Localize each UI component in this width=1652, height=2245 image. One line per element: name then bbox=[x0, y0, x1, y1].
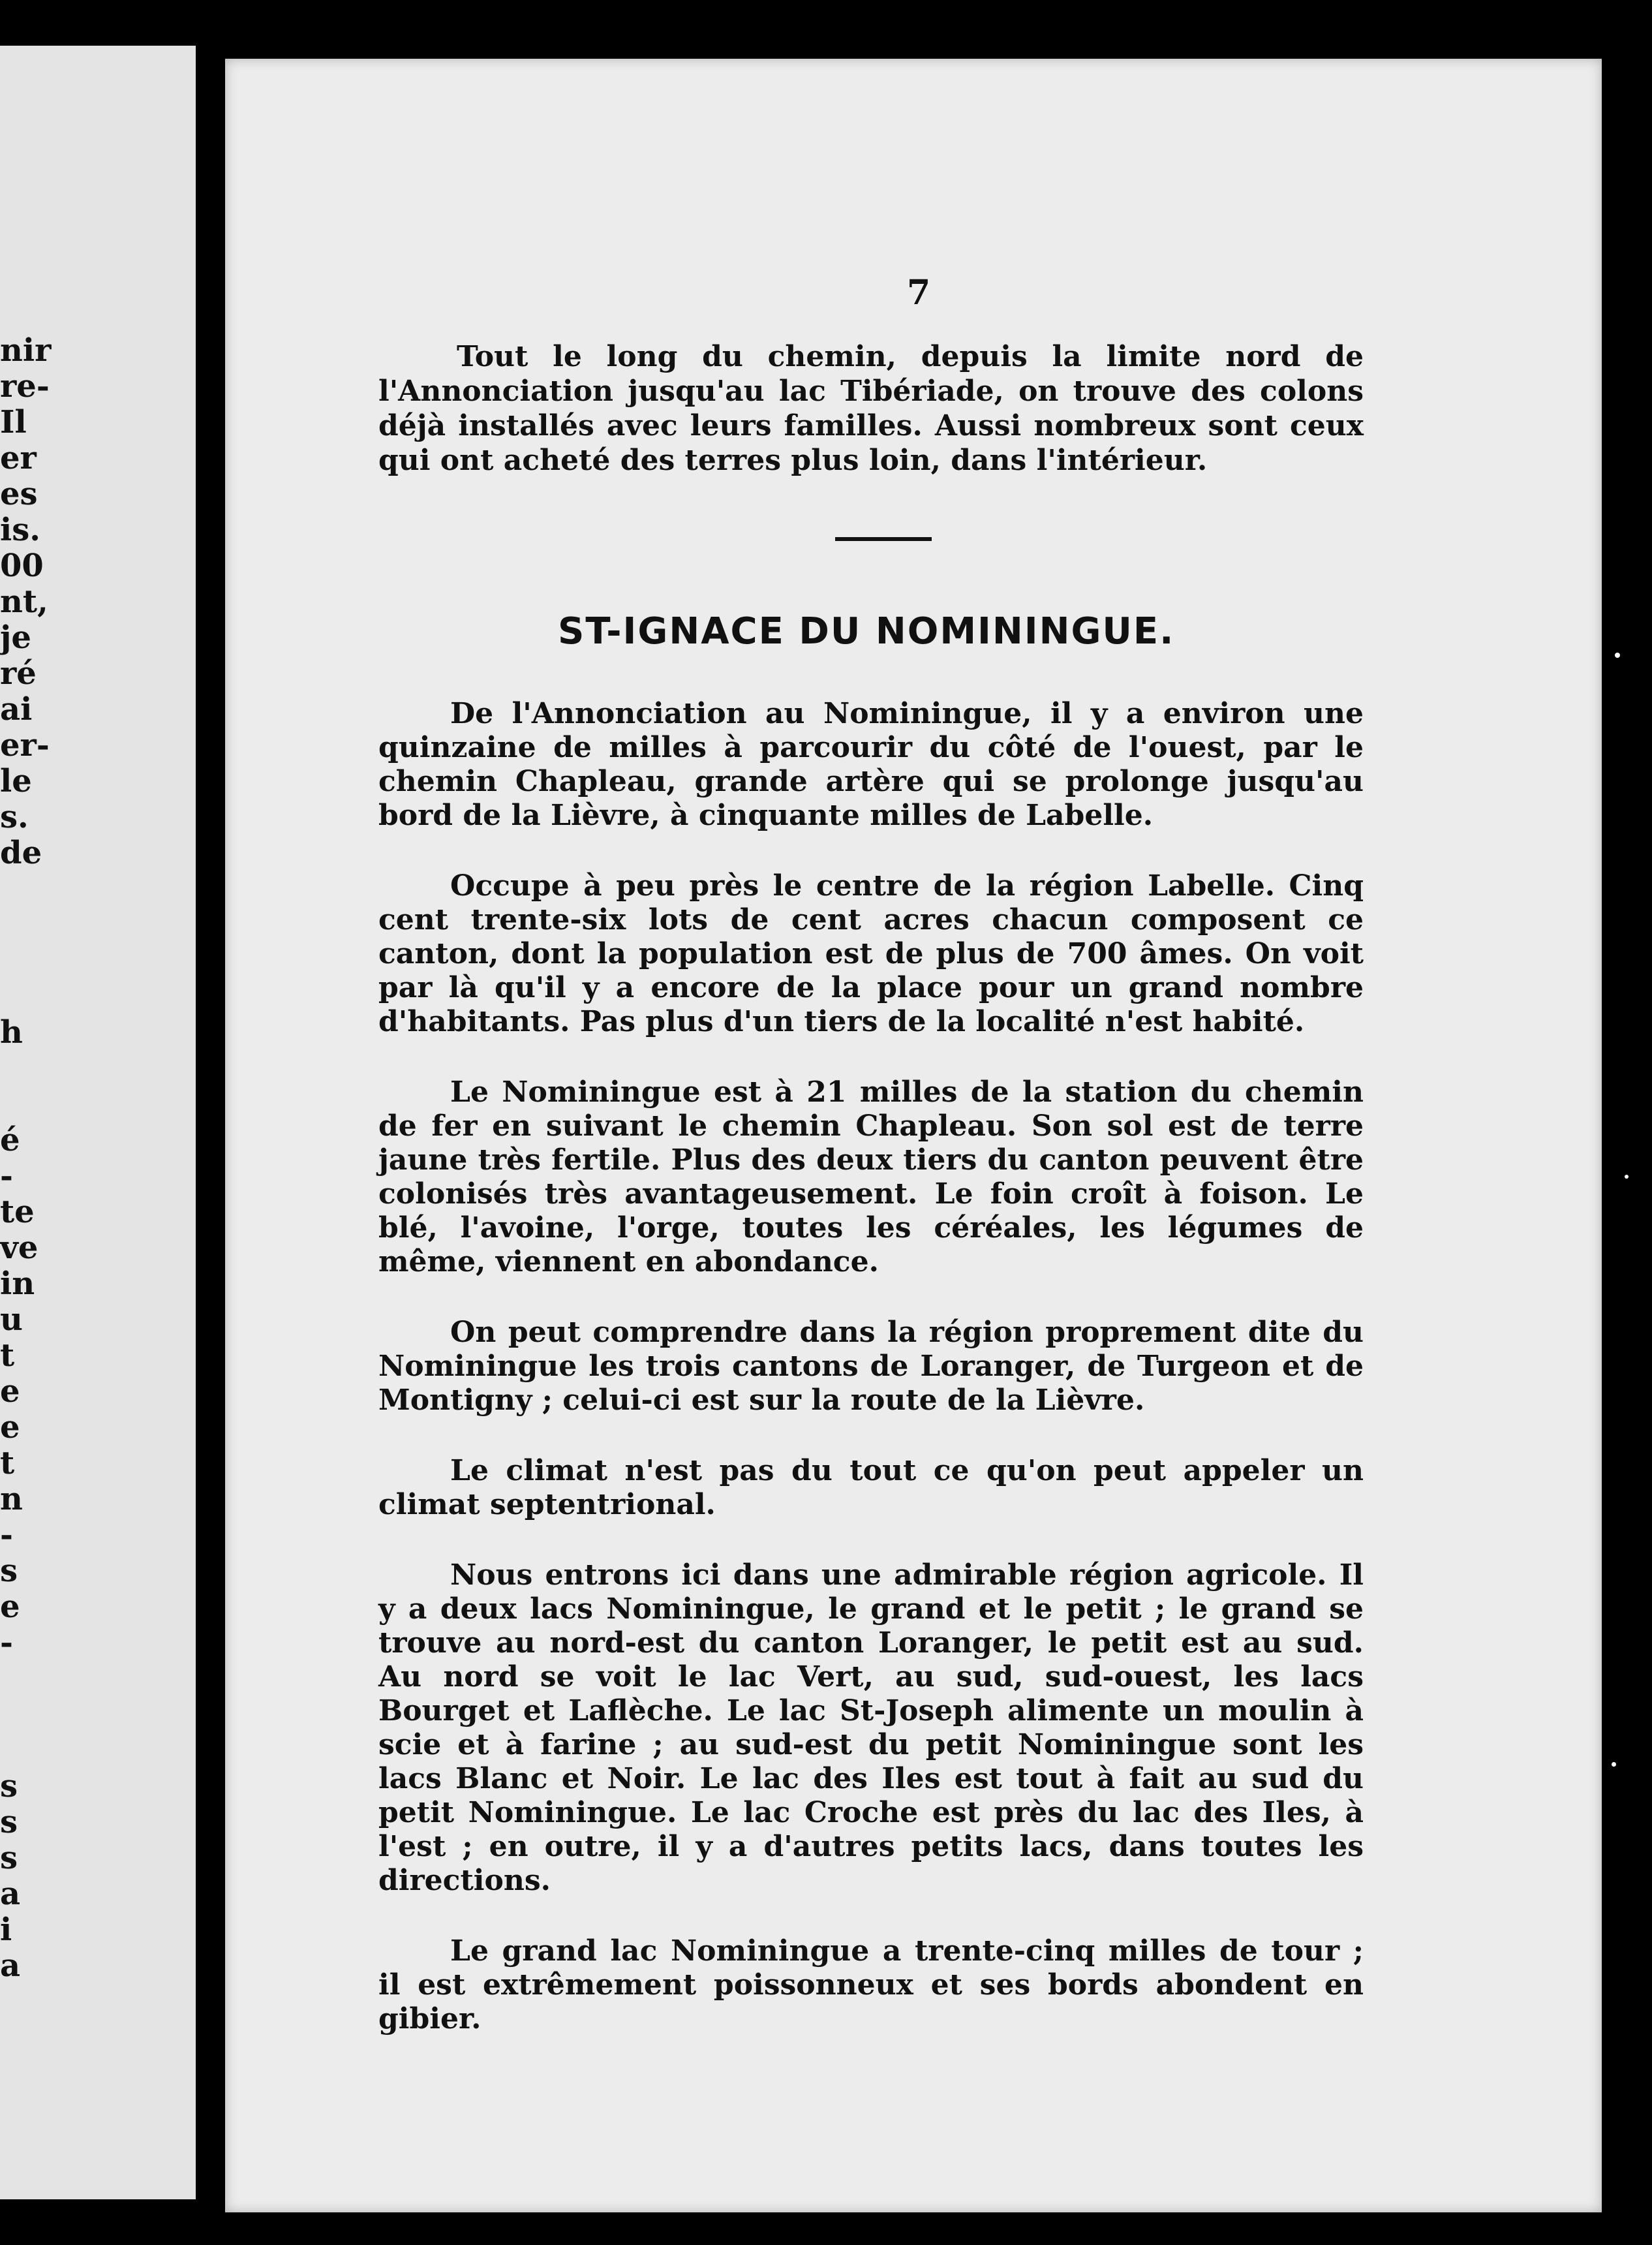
facing-page-fragment: te bbox=[0, 1194, 35, 1230]
facing-page-fragment: s bbox=[0, 1804, 18, 1840]
facing-page-fragment: a bbox=[0, 1876, 21, 1912]
scan-speck bbox=[1612, 1762, 1616, 1767]
facing-page-fragment: i bbox=[0, 1912, 12, 1948]
facing-page-fragment: - bbox=[0, 1517, 13, 1553]
facing-page-fragment: t bbox=[0, 1337, 15, 1374]
facing-page-fragment: a bbox=[0, 1947, 21, 1984]
intro-paragraph bbox=[378, 339, 1364, 478]
facing-page-fragment: je bbox=[0, 619, 31, 656]
facing-page-fragment bbox=[0, 1733, 39, 1769]
facing-page-fragment: er bbox=[0, 440, 37, 476]
facing-page-fragment: ai bbox=[0, 691, 33, 728]
facing-page-fragment: s bbox=[0, 1553, 18, 1589]
paragraph-1: De l'Annonciation au Nominingue, il y a environ une quinzaine de milles à parcourir du côté de l'ouest, par le chemin Chapleau, grande artère qui se prolonge jusqu'au bord de la Lièvre, à cinquante milles de Labelle. bbox=[378, 697, 1364, 832]
facing-page-fragment: e bbox=[0, 1409, 20, 1446]
facing-page-fragment: Il bbox=[0, 404, 27, 441]
facing-page-fragment bbox=[0, 1087, 39, 1122]
facing-page-fragment: t bbox=[0, 1445, 15, 1481]
facing-page-fragment bbox=[0, 907, 39, 943]
facing-page-fragment: er- bbox=[0, 727, 50, 764]
intro-paragraph-text: Tout le long du chemin, depuis la limite nord de l'Annonciation jusqu'au lac Tibériade, on trouve des colons déjà installés avec leurs familles. Aussi nombreux sont ceux qui ont acheté des terres plus loin, dans l'intérieur. bbox=[378, 340, 1364, 477]
facing-page-fragment: ve bbox=[0, 1230, 38, 1266]
facing-page-fragment: ré bbox=[0, 655, 37, 692]
facing-page-text-fragments bbox=[0, 332, 52, 1984]
facing-page-fragment bbox=[0, 1661, 39, 1697]
facing-page-fragment: e bbox=[0, 1373, 20, 1410]
facing-page-fragment: s. bbox=[0, 799, 29, 835]
facing-page-fragment: nt, bbox=[0, 583, 48, 620]
paragraph-6: Nous entrons ici dans une admirable région agricole. Il y a deux lacs Nominingue, le grand et le petit ; le grand se trouve au nord-est du canton Loranger, le petit est au sud. Au nord se voit le lac Vert, au sud, sud-ouest, les lacs Bourget et Laflèche. Le lac St-Joseph alimente un moulin à scie et à farine ; au sud-est du petit Nominingue sont les lacs Blanc et Noir. Le lac des Iles est tout à fait au sud du petit Nominingue. Le lac Croche est près du lac des Iles, à l'est ; en outre, il y a d'autres petits lacs, dans toutes les directions. bbox=[378, 1558, 1364, 1897]
facing-page-fragment: u bbox=[0, 1301, 23, 1338]
facing-page-fragment: n bbox=[0, 1481, 23, 1517]
paragraph-5: Le climat n'est pas du tout ce qu'on peut appeler un climat septentrional. bbox=[378, 1454, 1364, 1521]
facing-page-fragment: le bbox=[0, 763, 32, 799]
section-divider bbox=[835, 537, 932, 541]
section-title: ST-IGNACE DU NOMININGUE. bbox=[558, 610, 1175, 653]
facing-page-fragment: e bbox=[0, 1588, 20, 1625]
facing-page-fragment: 00 bbox=[0, 548, 44, 584]
scan-speck bbox=[1625, 1175, 1629, 1179]
facing-page-fragment: es bbox=[0, 476, 38, 512]
facing-page-fragment: - bbox=[0, 1624, 13, 1661]
page-number: 7 bbox=[907, 273, 931, 313]
paragraph-7: Le grand lac Nominingue a trente-cinq milles de tour ; il est extrêmement poissonneux et ses bords abondent en gibier. bbox=[378, 1934, 1364, 2036]
book-gutter bbox=[196, 26, 222, 2232]
facing-page-fragment: é bbox=[0, 1122, 20, 1158]
page-edge bbox=[1602, 39, 1652, 2245]
paragraph-4: On peut comprendre dans la région proprement dite du Nominingue les trois cantons de Loranger, de Turgeon et de Montigny ; celui-ci est sur la route de la Lièvre. bbox=[378, 1316, 1364, 1417]
facing-page-fragment bbox=[0, 1697, 39, 1733]
facing-page-fragment: s bbox=[0, 1840, 18, 1876]
facing-page-fragment: nir bbox=[0, 332, 52, 369]
facing-page-fragment: s bbox=[0, 1768, 18, 1804]
facing-page-fragment bbox=[0, 979, 39, 1015]
scan-speck bbox=[1615, 653, 1620, 658]
body-text bbox=[378, 697, 1364, 2036]
facing-page-fragment: in bbox=[0, 1265, 35, 1302]
facing-page-fragment bbox=[0, 871, 39, 907]
facing-page-fragment: h bbox=[0, 1014, 23, 1051]
facing-page-fragment: is. bbox=[0, 512, 40, 548]
facing-page-fragment: de bbox=[0, 835, 42, 871]
facing-page-fragment: - bbox=[0, 1158, 13, 1194]
paragraph-3: Le Nominingue est à 21 milles de la station du chemin de fer en suivant le chemin Chapleau. Son sol est de terre jaune très fertile. Plus des deux tiers du canton peuvent être colonisés très avantageusement. Le foin croît à foison. Le blé, l'avoine, l'orge, toutes les céréales, les légumes de même, viennent en abondance. bbox=[378, 1076, 1364, 1278]
paragraph-2: Occupe à peu près le centre de la région Labelle. Cinq cent trente-six lots de cent acres chacun composent ce canton, dont la population est de plus de 700 âmes. On voit par là qu'il y a encore de la place pour un grand nombre d'habitants. Pas plus d'un tiers de la localité n'est habité. bbox=[378, 869, 1364, 1038]
facing-page-fragment bbox=[0, 943, 39, 979]
facing-page-fragment bbox=[0, 1051, 39, 1087]
facing-page-fragment: re- bbox=[0, 368, 50, 405]
